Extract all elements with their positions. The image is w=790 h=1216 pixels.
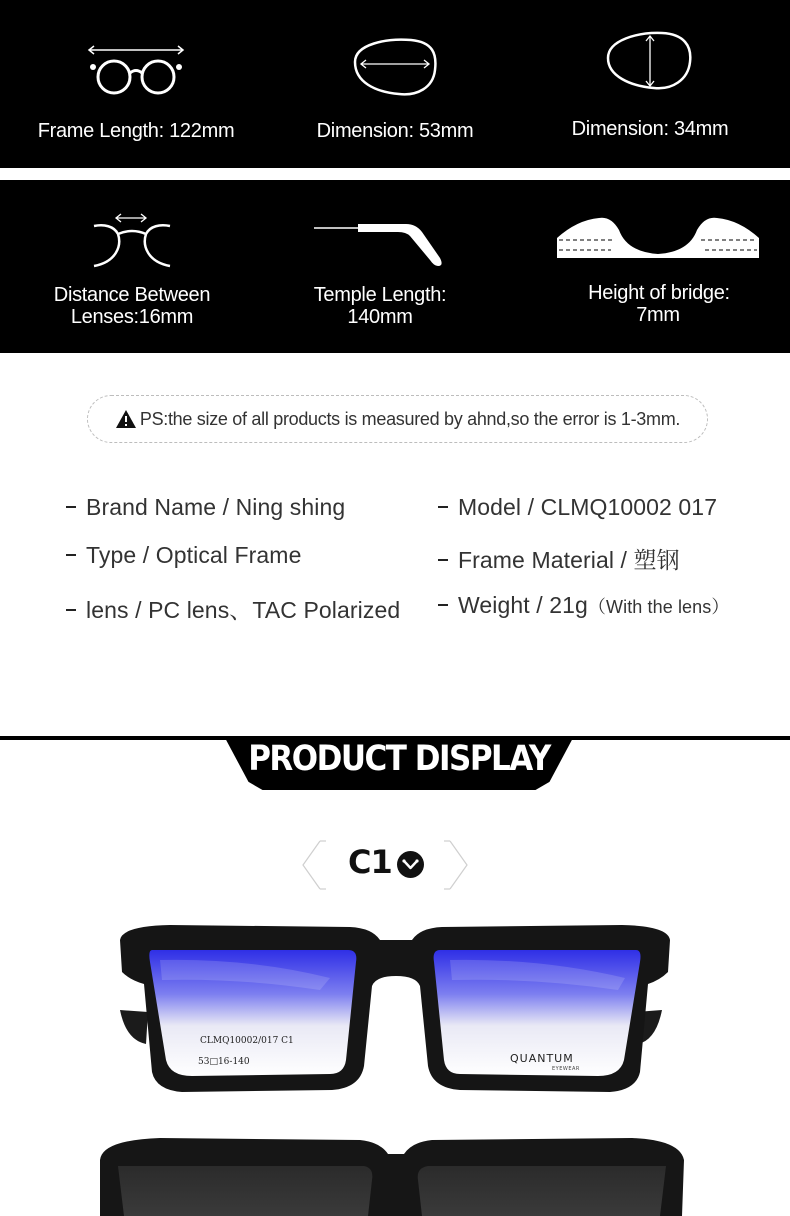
spec-label: Dimension: 53mm	[316, 120, 474, 142]
notice-text: PS:the size of all products is measured by ahnd,so the error is 1-3mm.	[139, 408, 681, 429]
spec-frame-length	[22, 40, 250, 142]
spec-bridge-height	[544, 210, 772, 326]
attr-weight	[438, 592, 729, 619]
attr-model	[438, 494, 717, 521]
attr-material	[438, 542, 680, 575]
lens-width-icon	[347, 34, 443, 98]
frame-brand-print: QUANTUM	[510, 1052, 574, 1065]
spec-label-line2: Lenses:16mm	[70, 306, 194, 328]
frame-model-print: CLMQ10002/017 C1	[200, 1036, 294, 1046]
attr-model-text: Model / CLMQ10002 017	[458, 494, 718, 520]
frame-brand-sub: EYEWEAR	[552, 1066, 580, 1072]
attr-lens-text: lens / PC lens、TAC Polarized	[86, 597, 401, 623]
attr-lens	[66, 592, 400, 625]
spec-label-line1: Temple Length:	[313, 284, 447, 306]
variant-badge[interactable]	[397, 851, 424, 878]
spec-label-line1: Height of bridge:	[588, 282, 730, 304]
spec-label: Dimension: 34mm	[571, 118, 729, 140]
spec-band-top	[0, 0, 790, 168]
lens-height-icon	[602, 28, 698, 94]
spec-band-bottom	[0, 180, 790, 353]
measurement-notice	[87, 395, 708, 443]
product-image	[0, 900, 790, 1216]
spec-label: Frame Length: 122mm	[37, 120, 235, 142]
attr-weight-note: （With the lens）	[587, 597, 730, 617]
frame-length-icon	[81, 40, 191, 96]
attr-weight-text: Weight / 21g	[458, 592, 588, 618]
frame-size-print: 53□16-140	[198, 1057, 250, 1067]
spec-temple-length	[266, 220, 494, 328]
temple-length-icon	[310, 220, 450, 268]
attr-brand-text: Brand Name / Ning shing	[86, 494, 346, 520]
chevron-down-icon	[397, 851, 424, 878]
spec-lens-width	[281, 34, 509, 142]
warning-icon	[115, 409, 137, 429]
spec-label-line2: 7mm	[636, 304, 680, 326]
attr-type	[66, 542, 301, 569]
spec-label-line2: 140mm	[347, 306, 413, 328]
attr-material-text: Frame Material / 塑钢	[458, 547, 680, 573]
attr-brand	[66, 494, 345, 521]
section-title: PRODUCT DISPLAY	[248, 738, 550, 780]
spec-bridge-distance	[18, 210, 246, 328]
spec-lens-height	[536, 28, 764, 140]
variant-label: C1	[348, 843, 392, 881]
spec-label-line1: Distance Between	[53, 284, 211, 306]
bridge-distance-icon	[90, 210, 174, 268]
bridge-height-icon	[551, 210, 765, 268]
attr-type-text: Type / Optical Frame	[86, 542, 302, 568]
